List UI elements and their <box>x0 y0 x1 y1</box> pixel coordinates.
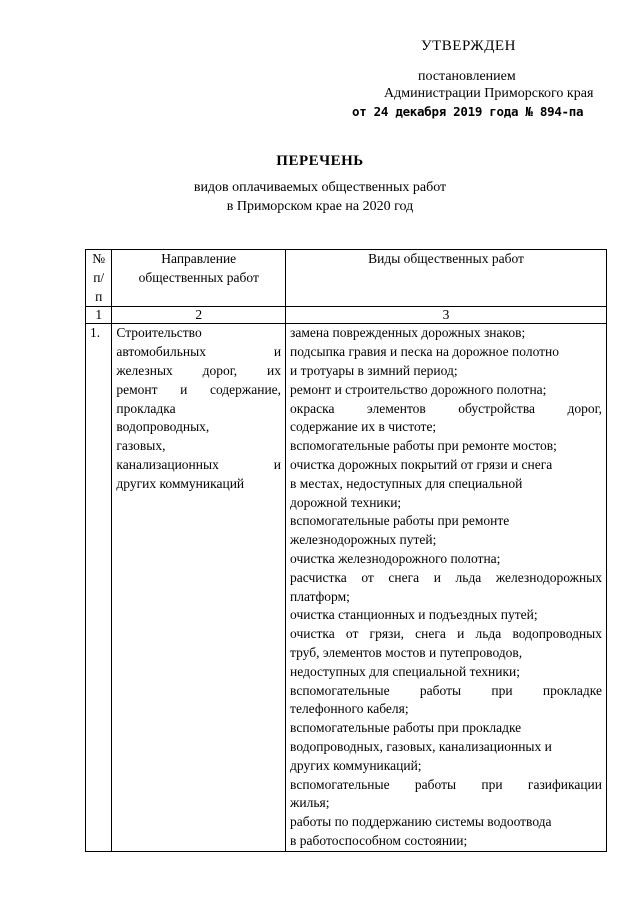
direction-line: железных дорог, их <box>116 362 282 378</box>
work-type-line: окраска элементов обустройства дорог, <box>290 400 602 416</box>
direction-line: прокладка <box>116 400 176 416</box>
header-types-cell: Виды общественных работ <box>286 250 607 307</box>
header-number-abbrev: п/п <box>93 269 105 304</box>
direction-line: автомобильных и <box>116 344 282 360</box>
table-header-row <box>86 250 607 307</box>
header-number-cell <box>86 250 112 307</box>
work-type-line: содержание их в чистоте; <box>290 419 437 435</box>
header-direction-line-1: Направление <box>161 251 237 266</box>
table-row <box>86 324 607 851</box>
row-types-cell <box>286 324 607 851</box>
work-type-line: подсыпка гравия и песка на дорожное полотно <box>290 344 560 360</box>
approval-authority-line: Администрации Приморского края <box>384 86 594 101</box>
work-type-line: в работоспособном состоянии; <box>290 832 468 848</box>
approval-title: УТВЕРЖДЕН <box>421 38 516 54</box>
work-type-line: очистка железнодорожного полотна; <box>290 550 501 566</box>
document-subtitle <box>0 178 640 216</box>
work-type-line: расчистка от снега и льда железнодорожных <box>290 569 602 585</box>
header-direction-cell <box>112 250 286 307</box>
row-direction-cell <box>112 324 286 851</box>
direction-line: ремонт и содержание, <box>116 381 282 397</box>
row-number-cell: 1. <box>86 324 112 851</box>
work-type-line: очистка дорожных покрытий от грязи и снега <box>290 456 553 472</box>
work-type-line: ремонт и строительство дорожного полотна; <box>290 381 547 397</box>
work-type-line: телефонного кабеля; <box>290 701 409 717</box>
column-number-row <box>86 307 607 324</box>
work-type-line: замена поврежденных дорожных знаков; <box>290 325 526 341</box>
work-type-line: труб, элементов мостов и путепроводов, <box>290 644 523 660</box>
column-number-3: 3 <box>286 307 607 324</box>
direction-line: газовых, <box>116 438 166 454</box>
work-type-line: и тротуары в зимний период; <box>290 362 458 378</box>
direction-line: канализационных и <box>116 456 282 472</box>
direction-line: других коммуникаций <box>116 475 245 491</box>
document-subtitle-line-1: видов оплачиваемых общественных работ <box>193 180 447 195</box>
document-subtitle-line-2: в Приморском крае на 2020 год <box>226 199 414 214</box>
works-table <box>85 249 607 852</box>
work-type-line: других коммуникаций; <box>290 757 422 773</box>
header-direction-line-2: общественных работ <box>138 269 259 285</box>
work-type-line: железнодорожных путей; <box>290 532 437 548</box>
column-number-2: 2 <box>112 307 286 324</box>
work-type-line: недоступных для специальной техники; <box>290 663 521 679</box>
work-type-line: вспомогательные работы при ремонте мостов; <box>290 438 557 454</box>
work-type-line: вспомогательные работы при прокладке <box>290 720 522 736</box>
approval-date-number: от 24 декабря 2019 года № 894-па <box>352 104 584 119</box>
approval-resolution-line: постановлением <box>418 69 516 84</box>
header-number-symbol: № <box>92 251 106 266</box>
approval-block <box>0 0 640 140</box>
direction-line: водопроводных, <box>116 419 210 435</box>
work-type-line: платформ; <box>290 588 350 604</box>
column-number-1: 1 <box>86 307 112 324</box>
work-type-line: жилья; <box>290 795 330 811</box>
work-type-line: работы по поддержанию системы водоотвода <box>290 814 552 830</box>
document-title: ПЕРЕЧЕНЬ <box>276 153 364 169</box>
work-type-line: очистка станционных и подъездных путей; <box>290 607 538 623</box>
work-type-line: в местах, недоступных для специальной <box>290 475 523 491</box>
work-type-line: вспомогательные работы при прокладке <box>290 682 602 698</box>
work-type-line: очистка от грязи, снега и льда водопроводных <box>290 626 602 642</box>
direction-line: Строительство <box>116 325 202 341</box>
work-type-line: вспомогательные работы при ремонте <box>290 513 510 529</box>
work-type-line: вспомогательные работы при газификации <box>290 776 602 792</box>
work-type-line: водопроводных, газовых, канализационных и <box>290 738 552 754</box>
work-type-line: дорожной техники; <box>290 494 402 510</box>
